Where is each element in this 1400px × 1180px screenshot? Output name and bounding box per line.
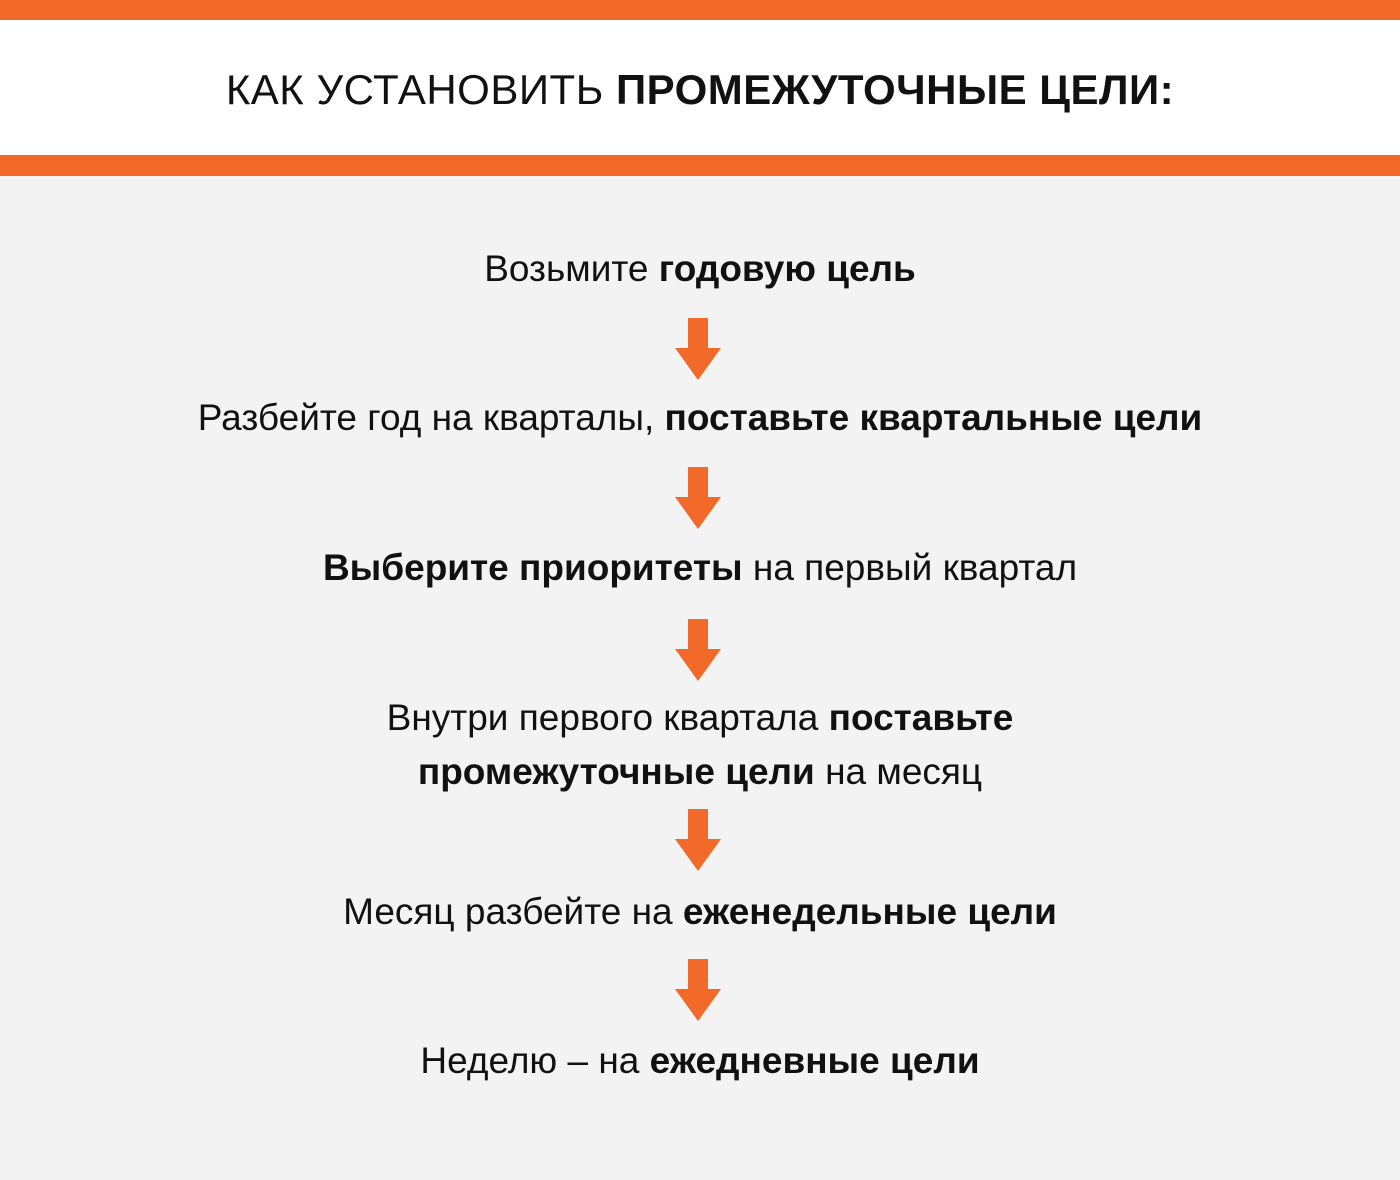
step-highlight: еженедельные цели: [682, 891, 1057, 932]
title-bold-part: ПРОМЕЖУТОЧНЫЕ ЦЕЛИ:: [615, 65, 1175, 113]
step-highlight: годовую цель: [658, 248, 916, 289]
step-highlight: Выберите приоритеты: [322, 547, 743, 588]
arrow-down-icon: [675, 467, 721, 529]
step-quarters: [40, 391, 1360, 445]
arrow-down-icon: [675, 959, 721, 1021]
step-highlight: поставьте квартальные цели: [664, 397, 1203, 438]
step-highlight: ежедневные цели: [649, 1040, 980, 1081]
page-title: [226, 66, 1174, 114]
header-accent-bar: [0, 155, 1400, 176]
title-normal-part: КАК УСТАНОВИТЬ: [225, 65, 604, 113]
step-monthly-goals: [40, 691, 1360, 799]
step-text: Неделю – на: [420, 1040, 640, 1081]
step-text: на первый квартал: [752, 547, 1078, 588]
step-highlight: промежуточные цели: [417, 751, 815, 792]
step-daily-goals: [40, 1034, 1360, 1088]
arrow-down-icon: [675, 809, 721, 871]
step-line-1: [40, 691, 1360, 745]
step-text: Разбейте год на кварталы,: [197, 397, 655, 438]
step-line-2: [40, 745, 1360, 799]
step-text: на месяц: [825, 751, 983, 792]
step-annual-goal: [40, 242, 1360, 296]
top-accent-bar: [0, 0, 1400, 20]
arrow-down-icon: [675, 619, 721, 681]
step-text: Месяц разбейте на: [343, 891, 673, 932]
step-highlight: поставьте: [828, 697, 1014, 738]
step-weekly-goals: [40, 885, 1360, 939]
step-text: Возьмите: [484, 248, 649, 289]
step-text: Внутри первого квартала: [386, 697, 819, 738]
header: [0, 20, 1400, 155]
arrow-down-icon: [675, 318, 721, 380]
step-priorities: [40, 541, 1360, 595]
